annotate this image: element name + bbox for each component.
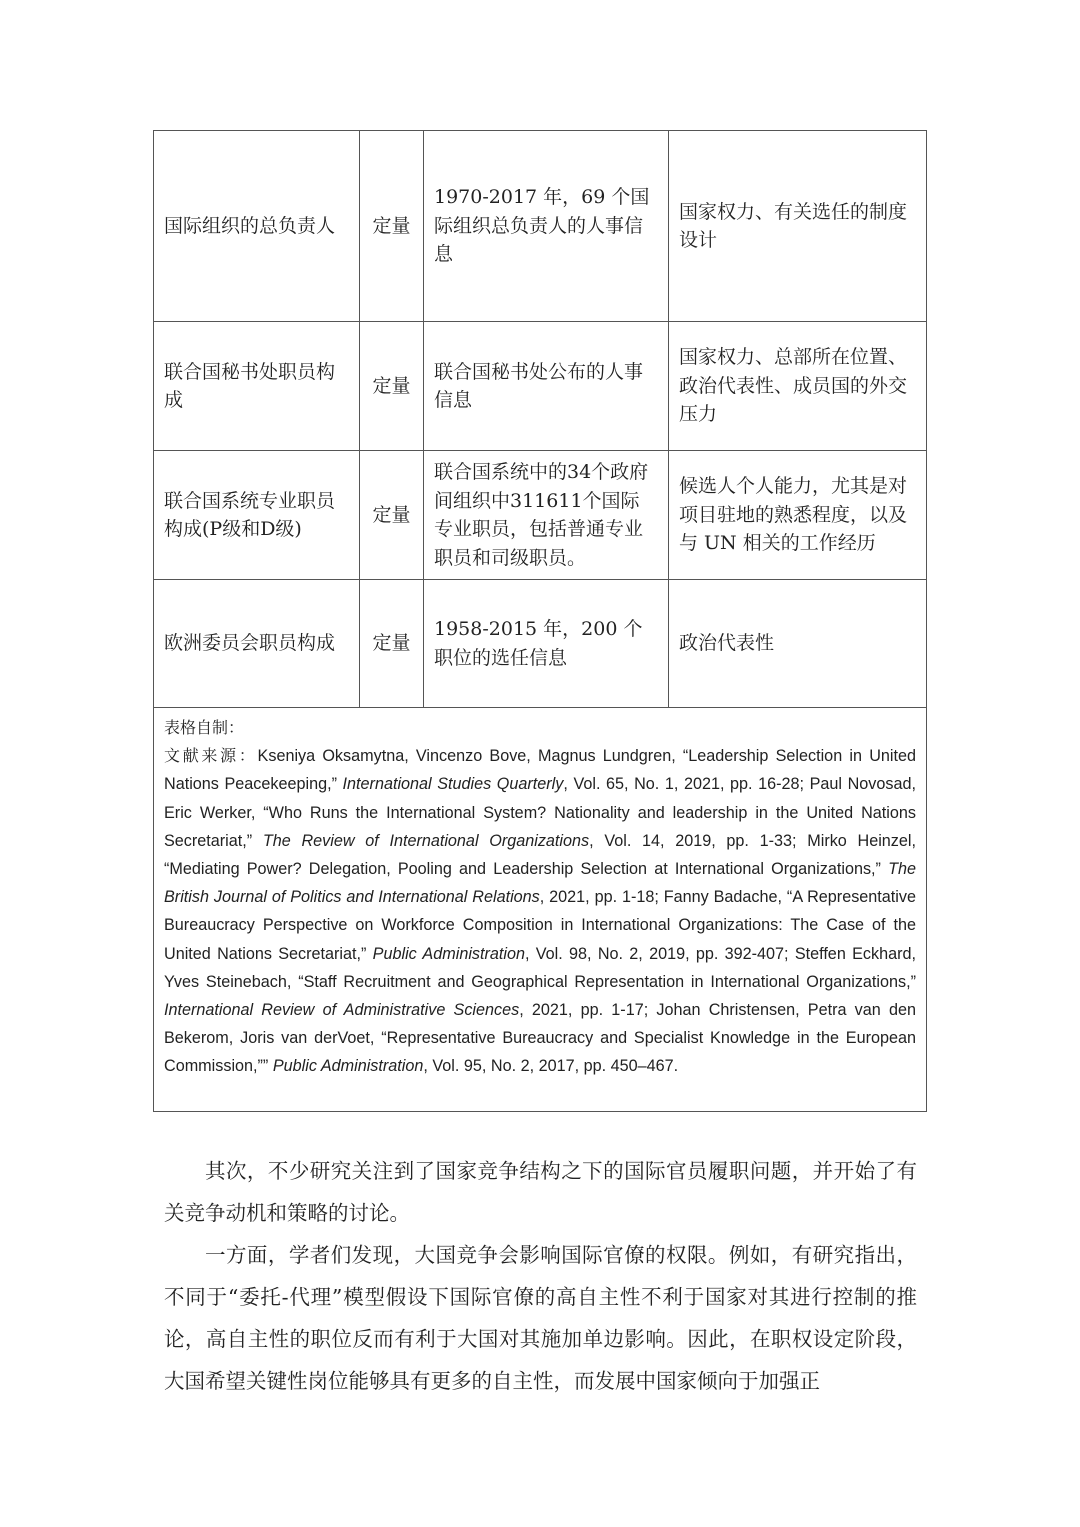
cell-subject: 联合国秘书处职员构成 [154, 322, 360, 451]
cell-data: 1958-2015 年，200 个职位的选任信息 [424, 580, 669, 708]
sources [164, 742, 916, 1080]
cell-subject: 联合国系统专业职员构成(P级和D级) [154, 451, 360, 580]
cell-data: 1970-2017 年，69 个国际组织总负责人的人事信息 [424, 131, 669, 322]
cell-subject: 欧洲委员会职员构成 [154, 580, 360, 708]
table-notes [154, 708, 927, 1112]
table-row [154, 580, 927, 708]
cell-factors: 国家权力、总部所在位置、政治代表性、成员国的外交压力 [669, 322, 927, 451]
cell-data: 联合国系统中的34个政府间组织中311611个国际专业职员，包括普通专业职员和司级职员。 [424, 451, 669, 580]
self-made-note: 表格自制： [164, 718, 245, 737]
ref-0: Kseniya Oksamytna, Vincenzo Bove, Magnus Lundgren, “Leadership Selection in United Nations Peacekeeping,” International Studies Quarterly, Vol. 65, No. 1, 2021, pp. 16-28; [164, 747, 916, 794]
cell-factors: 政治代表性 [669, 580, 927, 708]
body-paragraph-2: 一方面，学者们发现，大国竞争会影响国际官僚的权限。例如，有研究指出，不同于“委托-代理”模型假设下国际官僚的高自主性不利于国家对其进行控制的推论，高自主性的职位反而有利于大国对其施加单边影响。因此，在职权设定阶段，大国希望关键性岗位能够具有更多的自主性，而发展中国家倾向于加强正 [164, 1243, 917, 1393]
cell-subject: 国际组织的总负责人 [154, 131, 360, 322]
cell-method: 定量 [360, 322, 424, 451]
cell-method: 定量 [360, 451, 424, 580]
ref-5: Johan Christensen, Petra van den Bekerom, Joris van derVoet, “Representative Bureaucracy and Specialist Knowledge in the European Commission,”” Public Administration, Vol. 95, No. 2, 2017, pp. 450–467. [164, 1001, 916, 1076]
ref-1: Paul Novosad, Eric Werker, “Who Runs the International System? Nationality and leadership in the United Nations Secretariat,” The Review of International Organizations, Vol. 14, 2019, pp. 1-33; [164, 775, 916, 850]
cell-factors: 候选人个人能力，尤其是对项目驻地的熟悉程度，以及与 UN 相关的工作经历 [669, 451, 927, 580]
cell-data: 联合国秘书处公布的人事信息 [424, 322, 669, 451]
ref-4: Steffen Eckhard, Yves Steinebach, “Staff Recruitment and Geographical Representation in International Organizations,” International Review of Administrative Sciences, 2021, pp. 1-17; [164, 944, 916, 1020]
cell-factors: 国家权力、有关选任的制度设计 [669, 131, 927, 322]
ref-3: Fanny Badache, “A Representative Bureaucracy Perspective on Workforce Composition in International Organizations: The Case of the United Nations Secretariat,” Public Administration, Vol. 98, No. 2, 2019, pp. 392-407; [164, 888, 916, 963]
table-row [154, 131, 927, 322]
source-label: 文献来源： [164, 746, 258, 766]
notes-row [154, 708, 927, 1112]
cell-method: 定量 [360, 131, 424, 322]
ref-2: Mirko Heinzel, “Mediating Power? Delegation, Pooling and Leadership Selection at International Organizations,” The British Journal of Politics and International Relations, 2021, pp. 1-18; [164, 831, 916, 907]
literature-table [153, 130, 927, 1112]
body-paragraph-1: 其次，不少研究关注到了国家竞争结构之下的国际官员履职问题，并开始了有关竞争动机和策略的讨论。 [164, 1159, 917, 1225]
table-row [154, 322, 927, 451]
cell-method: 定量 [360, 580, 424, 708]
table-row [154, 451, 927, 580]
